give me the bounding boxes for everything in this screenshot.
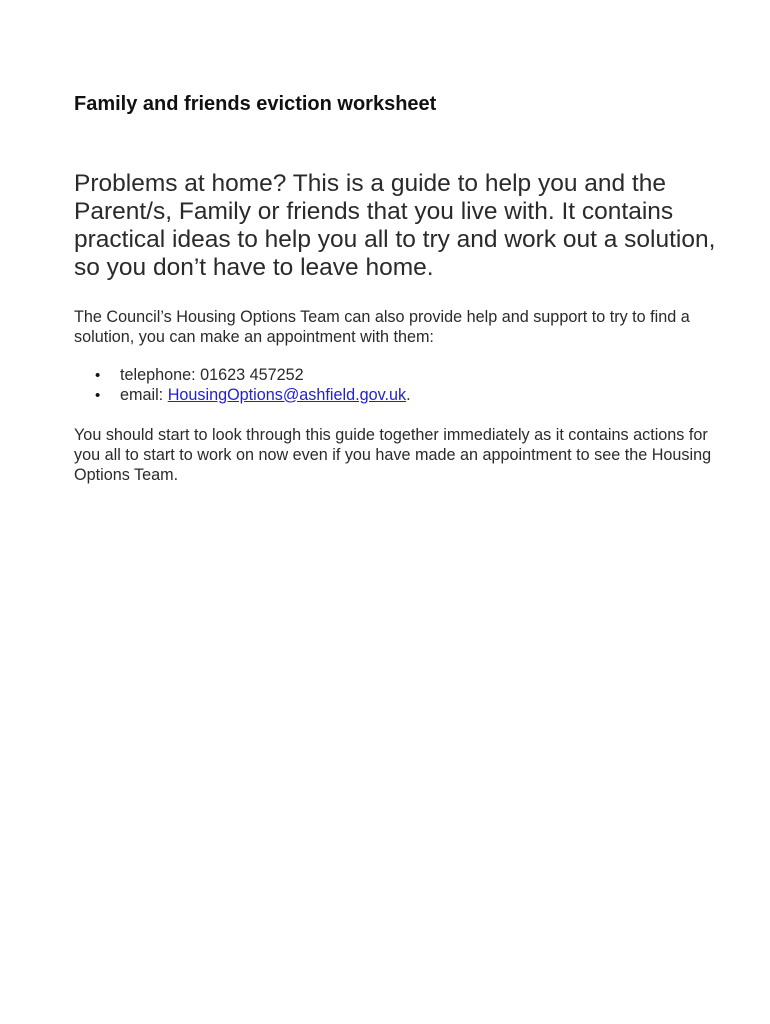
contact-item-email <box>74 386 411 406</box>
email-suffix: . <box>406 385 411 404</box>
guide-paragraph: You should start to look through this guide together immediately as it contains actions for you all to start to work on now even if you have made an appointment to see the Housing Options Team. <box>74 426 712 484</box>
lead-paragraph: Problems at home? This is a guide to help you and the Parent/s, Family or friends that you live with. It contains practical ideas to help you all to try and work out a solution, so you don’t have to leave home. <box>74 170 716 281</box>
email-label: email: <box>120 385 168 404</box>
email-link[interactable]: HousingOptions@ashfield.gov.uk <box>167 385 407 404</box>
document-title: Family and friends eviction worksheet <box>74 93 437 115</box>
telephone-label: telephone: <box>120 366 201 384</box>
intro-paragraph: The Council’s Housing Options Team can also provide help and support to try to find a solution, you can make an appointment with them: <box>74 308 690 346</box>
bullet-icon: • <box>95 367 101 384</box>
telephone-number: 01623 457252 <box>200 366 304 384</box>
bullet-icon: • <box>95 386 101 404</box>
contact-item-telephone <box>74 366 411 386</box>
contact-list <box>74 366 411 405</box>
